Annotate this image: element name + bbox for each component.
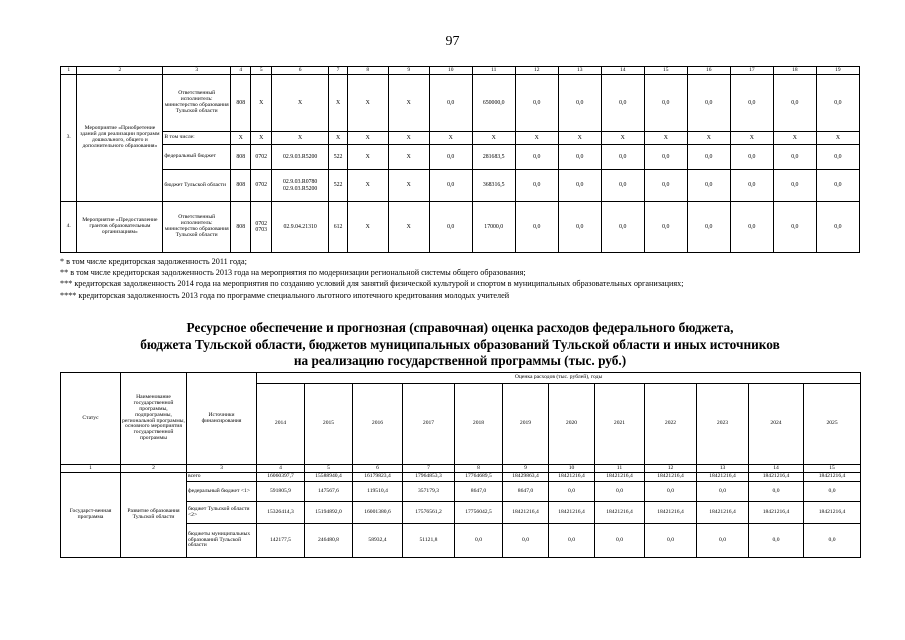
cell: 0,0 xyxy=(558,145,601,170)
cell: 0,0 xyxy=(644,145,687,170)
cell: 147567,6 xyxy=(305,482,353,502)
cell: 0,0 xyxy=(730,75,773,132)
cell: 0,0 xyxy=(515,75,558,132)
cell: 18421216,4 xyxy=(645,473,697,482)
year-header: 2015 xyxy=(305,384,353,465)
cell: 0,0 xyxy=(644,170,687,202)
year-header: 2024 xyxy=(749,384,804,465)
col-num: 9 xyxy=(503,465,549,473)
title-line: Ресурсное обеспечение и прогнозная (справочная) оценка расходов федерального бюджета, xyxy=(186,320,734,335)
col-num: 11 xyxy=(472,67,515,75)
cell: 142177,5 xyxy=(257,524,305,558)
cell: 18421216,4 xyxy=(697,473,749,482)
cell: 18421216,4 xyxy=(645,502,697,524)
col-num: 16 xyxy=(687,67,730,75)
cell: 808 xyxy=(231,202,251,253)
table-row xyxy=(61,170,860,202)
cell: Х xyxy=(388,75,429,132)
col-num: 6 xyxy=(271,67,328,75)
cell: 18421216,4 xyxy=(595,473,645,482)
footnote: *** кредиторская задолженность 2014 года на мероприятия по созданию условий для занятий физической культурой и спортом в муниципальных образовательных организациях; xyxy=(60,279,684,289)
cell: 15326414,3 xyxy=(257,502,305,524)
cell: 18429863,4 xyxy=(503,473,549,482)
footnote: **** кредиторская задолженность 2013 года по программе специального льготного ипотечного кредитования молодых учителей xyxy=(60,290,510,300)
year-header: 2017 xyxy=(403,384,455,465)
table-header-row xyxy=(61,67,860,75)
row-number: 3. xyxy=(61,75,77,202)
cell: 0,0 xyxy=(429,145,472,170)
cell: 18421216,4 xyxy=(804,502,861,524)
source-cell: Ответственный исполнитель: министерство образования Тульской области xyxy=(163,202,231,253)
table-row xyxy=(61,145,860,170)
cell: 0,0 xyxy=(804,482,861,502)
col-num: 19 xyxy=(816,67,859,75)
cell: 357179,3 xyxy=(403,482,455,502)
cell: 522 xyxy=(329,170,347,202)
cell: 18421216,4 xyxy=(549,502,595,524)
source-cell: Ответственный исполнитель: министерство образования Тульской области xyxy=(163,75,231,132)
program-name: Развитие образования Тульской области xyxy=(121,473,187,558)
cell: 808 xyxy=(231,145,251,170)
header-sources: Источники финансирования xyxy=(187,373,257,465)
cell: 0,0 xyxy=(601,170,644,202)
cell: 0,0 xyxy=(697,482,749,502)
footnote: ** в том числе кредиторская задолженность 2013 года на мероприятия по модернизации региональной системы общего образования; xyxy=(60,268,526,278)
col-num: 12 xyxy=(645,465,697,473)
source-cell: всего xyxy=(187,473,257,482)
cell: Х xyxy=(644,132,687,145)
cell: 808 xyxy=(231,170,251,202)
header-status: Статус xyxy=(61,373,121,465)
cell: Х xyxy=(472,132,515,145)
cell: Х xyxy=(347,75,388,132)
table-row xyxy=(61,473,861,482)
cell: 0702 0703 xyxy=(251,202,271,253)
cell: Х xyxy=(687,132,730,145)
page-number: 97 xyxy=(445,34,460,49)
cell: 0,0 xyxy=(601,75,644,132)
header-estimate: Оценка расходов (тыс. рублей), годы xyxy=(257,373,861,384)
cell: 0,0 xyxy=(816,75,859,132)
cell: 8647,0 xyxy=(455,482,503,502)
year-header: 2025 xyxy=(804,384,861,465)
col-num: 1 xyxy=(61,67,77,75)
cell: 0,0 xyxy=(645,482,697,502)
header-name: Наименование государственной программы, подпрограммы, региональной программы, основного мероприятия государственной программы xyxy=(121,373,187,465)
cell: 0,0 xyxy=(644,202,687,253)
cell: Х xyxy=(601,132,644,145)
col-num: 4 xyxy=(231,67,251,75)
cell: 51121,8 xyxy=(403,524,455,558)
cell: 0,0 xyxy=(687,202,730,253)
cell: 18421216,4 xyxy=(503,502,549,524)
cell: 808 xyxy=(231,75,251,132)
cell: Х xyxy=(329,75,347,132)
cell: 18421216,4 xyxy=(749,502,804,524)
cell: 0,0 xyxy=(687,170,730,202)
cell: 17964853,3 xyxy=(403,473,455,482)
year-header: 2018 xyxy=(455,384,503,465)
cell: 0,0 xyxy=(687,145,730,170)
col-num: 11 xyxy=(595,465,645,473)
col-num: 7 xyxy=(329,67,347,75)
cell: 0,0 xyxy=(595,482,645,502)
col-num: 10 xyxy=(549,465,595,473)
year-header: 2021 xyxy=(595,384,645,465)
cell: 58932,4 xyxy=(353,524,403,558)
cell: Х xyxy=(388,132,429,145)
source-cell: федеральный бюджет xyxy=(163,145,231,170)
col-num: 10 xyxy=(429,67,472,75)
col-num: 6 xyxy=(353,465,403,473)
cell: 0,0 xyxy=(515,170,558,202)
cell: 522 xyxy=(329,145,347,170)
cell: 0,0 xyxy=(773,202,816,253)
activities-table xyxy=(60,66,860,253)
cell: Х xyxy=(388,202,429,253)
col-num: 12 xyxy=(515,67,558,75)
cell: Х xyxy=(429,132,472,145)
cell: 0,0 xyxy=(697,524,749,558)
cell: 16060397,7 xyxy=(257,473,305,482)
title-line: на реализацию государственной программы (тыс. руб.) xyxy=(293,353,627,368)
table-header-row xyxy=(61,373,861,384)
year-header: 2019 xyxy=(503,384,549,465)
cell: 0,0 xyxy=(687,75,730,132)
source-cell: В том числе: xyxy=(163,132,231,145)
cell: Х xyxy=(251,75,271,132)
col-num: 1 xyxy=(61,465,121,473)
cell: 0,0 xyxy=(730,170,773,202)
cell: Х xyxy=(347,145,388,170)
cell: 650000,0 xyxy=(472,75,515,132)
cell: 0,0 xyxy=(503,524,549,558)
source-cell: бюджеты муниципальных образований Тульской области xyxy=(187,524,257,558)
table-row xyxy=(61,75,860,132)
col-num: 9 xyxy=(388,67,429,75)
cell: Х xyxy=(515,132,558,145)
cell: 0702 xyxy=(251,145,271,170)
col-num: 18 xyxy=(773,67,816,75)
resource-table xyxy=(60,372,861,558)
cell: 18421216,4 xyxy=(749,473,804,482)
cell: Х xyxy=(816,132,859,145)
section-title xyxy=(60,320,860,370)
cell: Х xyxy=(347,202,388,253)
cell: 0,0 xyxy=(595,524,645,558)
cell: 15194892,0 xyxy=(305,502,353,524)
cell: 0,0 xyxy=(773,145,816,170)
col-num: 5 xyxy=(305,465,353,473)
row-number: 4. xyxy=(61,202,77,253)
cell: 17000,0 xyxy=(472,202,515,253)
cell: 0,0 xyxy=(429,75,472,132)
cell: 16179823,4 xyxy=(353,473,403,482)
cell: 18421216,4 xyxy=(697,502,749,524)
table-row xyxy=(61,132,860,145)
cell: 02.9.04.21310 xyxy=(271,202,328,253)
cell: 0,0 xyxy=(515,145,558,170)
cell: 246480,8 xyxy=(305,524,353,558)
table-num-row xyxy=(61,465,861,473)
cell: 0,0 xyxy=(749,524,804,558)
col-num: 17 xyxy=(730,67,773,75)
status-cell: Государст-венная программа xyxy=(61,473,121,558)
cell: 17756042,5 xyxy=(455,502,503,524)
cell: 15588940,4 xyxy=(305,473,353,482)
table-row xyxy=(61,202,860,253)
cell: 18421216,4 xyxy=(549,473,595,482)
cell: 0,0 xyxy=(429,170,472,202)
year-header: 2020 xyxy=(549,384,595,465)
col-num: 8 xyxy=(347,67,388,75)
cell: 0,0 xyxy=(816,145,859,170)
title-line: бюджета Тульской области, бюджетов муниципальных образований Тульской области и иных источников xyxy=(140,336,780,352)
footnotes xyxy=(60,256,890,301)
col-num: 13 xyxy=(558,67,601,75)
cell: Х xyxy=(558,132,601,145)
col-num: 7 xyxy=(403,465,455,473)
col-num: 5 xyxy=(251,67,271,75)
col-num: 2 xyxy=(121,465,187,473)
cell: 0,0 xyxy=(804,524,861,558)
source-cell: федеральный бюджет <1> xyxy=(187,482,257,502)
cell: Х xyxy=(347,132,388,145)
activity-name: Мероприятие «Приобретение зданий для реализации программ дошкольного, общего и дополнительного образования» xyxy=(77,75,163,202)
cell: Х xyxy=(347,170,388,202)
cell: 281683,5 xyxy=(472,145,515,170)
col-num: 14 xyxy=(601,67,644,75)
cell: Х xyxy=(388,170,429,202)
cell: 0,0 xyxy=(515,202,558,253)
col-num: 15 xyxy=(804,465,861,473)
cell: 0,0 xyxy=(773,75,816,132)
cell: Х xyxy=(231,132,251,145)
cell: 368316,5 xyxy=(472,170,515,202)
cell: Х xyxy=(251,132,271,145)
cell: 0,0 xyxy=(455,524,503,558)
cell: Х xyxy=(329,132,347,145)
year-header: 2022 xyxy=(645,384,697,465)
col-num: 3 xyxy=(163,67,231,75)
cell: 0,0 xyxy=(549,524,595,558)
cell: Х xyxy=(773,132,816,145)
cell: 0,0 xyxy=(730,145,773,170)
cell: 0,0 xyxy=(558,202,601,253)
cell: 0,0 xyxy=(816,170,859,202)
cell: 0,0 xyxy=(429,202,472,253)
cell: 0,0 xyxy=(549,482,595,502)
cell: 18421216,4 xyxy=(804,473,861,482)
cell: 0,0 xyxy=(749,482,804,502)
cell: 0,0 xyxy=(645,524,697,558)
cell: 17576561,2 xyxy=(403,502,455,524)
cell: 119510,4 xyxy=(353,482,403,502)
cell: 0,0 xyxy=(730,202,773,253)
col-num: 14 xyxy=(749,465,804,473)
year-header: 2016 xyxy=(353,384,403,465)
cell: 0,0 xyxy=(773,170,816,202)
col-num: 13 xyxy=(697,465,749,473)
cell: 0,0 xyxy=(601,202,644,253)
cell: 0,0 xyxy=(644,75,687,132)
col-num: 3 xyxy=(187,465,257,473)
cell: 0,0 xyxy=(558,75,601,132)
cell: Х xyxy=(271,132,328,145)
source-cell: бюджет Тульской области <2> xyxy=(187,502,257,524)
cell: 8647,0 xyxy=(503,482,549,502)
cell: Х xyxy=(388,145,429,170)
cell: 02.9.03.R5200 xyxy=(271,145,328,170)
cell: 16001380,6 xyxy=(353,502,403,524)
col-num: 2 xyxy=(77,67,163,75)
source-cell: бюджет Тульской области xyxy=(163,170,231,202)
cell: Х xyxy=(730,132,773,145)
activity-name: Мероприятие «Предоставление грантов образовательным организациям» xyxy=(77,202,163,253)
year-header: 2014 xyxy=(257,384,305,465)
cell: 0,0 xyxy=(558,170,601,202)
cell: 18421216,4 xyxy=(595,502,645,524)
cell: Х xyxy=(271,75,328,132)
footnote: * в том числе кредиторская задолженность 2011 года; xyxy=(60,257,247,266)
cell: 0,0 xyxy=(816,202,859,253)
col-num: 4 xyxy=(257,465,305,473)
cell: 17764689,5 xyxy=(455,473,503,482)
col-num: 8 xyxy=(455,465,503,473)
col-num: 15 xyxy=(644,67,687,75)
cell: 591805,9 xyxy=(257,482,305,502)
cell: 0702 xyxy=(251,170,271,202)
cell: 0,0 xyxy=(601,145,644,170)
cell: 02.9.03.R0780 02.9.03.R5200 xyxy=(271,170,328,202)
cell: 612 xyxy=(329,202,347,253)
year-header: 2023 xyxy=(697,384,749,465)
